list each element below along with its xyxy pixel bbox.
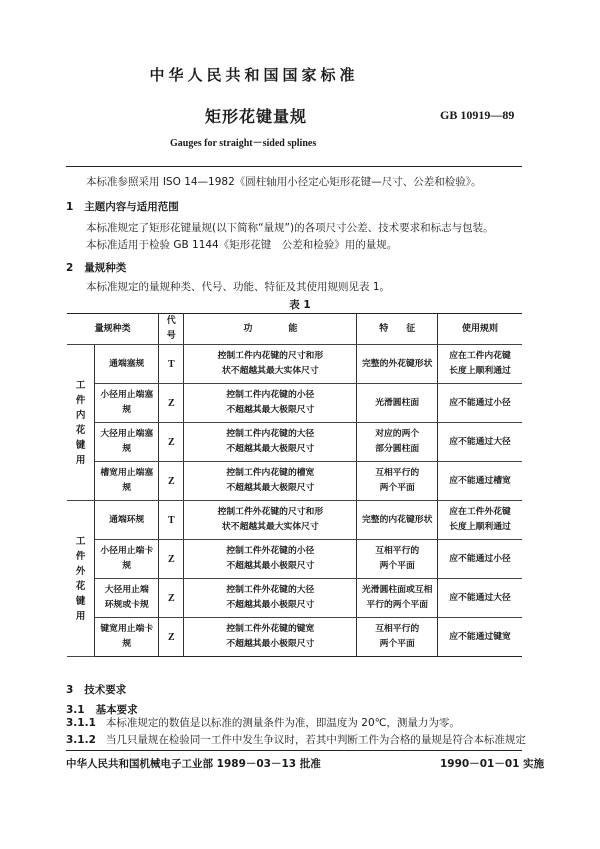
function-line: 状不超越其最大实体尺寸 [221, 366, 319, 376]
gauge-feature: 完整的外花键形状 [357, 345, 438, 384]
feature-line: 互相平行的 [375, 546, 420, 556]
gauge-usage-rule [438, 345, 522, 384]
feature-line: 互相平行的 [375, 624, 420, 634]
rule-line: 应在工件外花键 [449, 507, 511, 517]
gauge-name: 通端塞规 [95, 345, 159, 384]
gauge-feature [357, 579, 438, 618]
section-number: 2 [66, 262, 74, 274]
feature-line: 两个平面 [379, 483, 415, 493]
gauge-feature [357, 462, 438, 501]
gauge-function [184, 501, 357, 540]
gauge-function [184, 345, 357, 384]
gauge-name: 小径用止端卡规 [95, 540, 159, 579]
gauge-usage-rule: 应不能通过小径 [438, 540, 522, 579]
group-label-external [67, 501, 95, 657]
gauge-name: 大径用止端塞规 [95, 423, 159, 462]
group-label-internal [67, 345, 95, 501]
header-gauge-type: 量规种类 [67, 314, 159, 345]
table-row [67, 384, 522, 423]
function-line: 不超越其最大极限尺寸 [226, 483, 315, 493]
rule-line: 应在工件内花键 [449, 351, 511, 361]
gauge-code: T [159, 501, 184, 540]
gauge-feature [357, 540, 438, 579]
table-row [67, 423, 522, 462]
function-line: 控制工件外花键的尺寸和形 [217, 507, 324, 517]
function-line: 不超越其最小极限尺寸 [226, 639, 315, 649]
feature-line: 对应的两个 [375, 429, 420, 439]
gauge-function [184, 618, 357, 657]
table-row [67, 579, 522, 618]
function-line: 控制工件内花键的槽宽 [226, 468, 315, 478]
function-line: 不超越其最小极限尺寸 [226, 600, 315, 610]
intro-paragraph: 本标准参照采用 ISO 14—1982《圆柱轴用小径定心矩形花键—尺寸、公差和检验》。 [86, 176, 482, 188]
table-header-row [67, 314, 522, 345]
gauge-code: Z [159, 540, 184, 579]
feature-line: 光滑圆柱面或互相 [362, 585, 433, 595]
section-number: 3 [66, 684, 74, 696]
footer-divider [66, 750, 522, 751]
function-line: 控制工件内花键的小径 [226, 390, 315, 400]
function-line: 控制工件外花键的键宽 [226, 624, 315, 634]
gauge-name [95, 579, 159, 618]
clause-number: 3.1.1 [66, 717, 96, 729]
feature-line: 两个平面 [379, 639, 415, 649]
feature-line: 互相平行的 [375, 468, 420, 478]
table-row [67, 501, 522, 540]
approval-line: 中华人民共和国机械电子工业部 1989－03－13 批准 [66, 758, 321, 770]
gauge-usage-rule: 应不能通过大径 [438, 579, 522, 618]
gauge-feature [357, 423, 438, 462]
section-1-paragraph-1: 本标准规定了矩形花键量规(以下简称“量规”)的各项尺寸公差、技术要求和标志与包装。 [86, 222, 494, 234]
gauge-function [184, 423, 357, 462]
gauge-usage-rule: 应不能通过键宽 [438, 618, 522, 657]
gauge-usage-rule: 应不能通过槽宽 [438, 462, 522, 501]
section-1-heading [66, 199, 179, 214]
function-line: 不超越其最大极限尺寸 [226, 405, 315, 415]
table-caption: 表 1 [289, 299, 311, 311]
gauge-usage-rule [438, 501, 522, 540]
section-number: 1 [66, 201, 74, 213]
gauge-code: Z [159, 423, 184, 462]
subsection-3-1-heading [66, 702, 138, 717]
header-divider [66, 166, 522, 167]
header-code: 代 号 [159, 314, 184, 345]
name-line: 大径用止端 [104, 585, 149, 595]
gauge-function [184, 384, 357, 423]
function-line: 控制工件内花键的尺寸和形 [217, 351, 324, 361]
gauge-feature: 光滑圆柱面 [357, 384, 438, 423]
gauge-function [184, 540, 357, 579]
standard-org-heading [0, 64, 600, 85]
table-row [67, 540, 522, 579]
gauge-name: 槽宽用止端塞规 [95, 462, 159, 501]
subsection-title: 基本要求 [95, 704, 138, 716]
feature-line: 部分圆柱面 [375, 444, 420, 454]
english-subtitle: Gauges for straight－sided splines [170, 138, 317, 149]
rule-line: 长度上顺利通过 [449, 366, 511, 376]
subsection-number: 3.1 [66, 704, 85, 716]
function-line: 状不超越其最大实体尺寸 [221, 522, 319, 532]
function-line: 控制工件内花键的大径 [226, 429, 315, 439]
clause-3-1-1 [66, 716, 460, 730]
gauge-feature: 完整的内花键形状 [357, 501, 438, 540]
clause-3-1-2 [66, 733, 526, 747]
standard-org-text: 中华人民共和国国家标准 [149, 66, 359, 84]
gauge-usage-rule: 应不能通过小径 [438, 384, 522, 423]
group-label-text: 工件内花键用 [75, 379, 86, 466]
table-row [67, 618, 522, 657]
gauge-code: Z [159, 462, 184, 501]
gauge-types-table [67, 313, 522, 657]
table-row [67, 345, 522, 384]
section-3-heading [66, 682, 126, 697]
document-title: 矩形花键量规 [205, 107, 308, 126]
function-line: 控制工件外花键的大径 [226, 585, 315, 595]
section-2-paragraph: 本标准规定的量规种类、代号、功能、特征及其使用规则见表 1。 [86, 281, 391, 293]
gauge-code: T [159, 345, 184, 384]
clause-text: 当几只量规在检验同一工件中发生争议时，若其中判断工件为合格的量规是符合本标准规定 [105, 734, 526, 746]
section-title: 主题内容与适用范围 [84, 201, 179, 213]
gauge-name: 键宽用止端卡规 [95, 618, 159, 657]
clause-text: 本标准规定的数值是以标准的测量条件为准，即温度为 20℃，测量力为零。 [105, 717, 460, 729]
gauge-function [184, 462, 357, 501]
effective-date: 1990－01－01 实施 [440, 758, 545, 770]
table-row [67, 462, 522, 501]
section-title: 技术要求 [84, 684, 127, 696]
header-usage-rule: 使用规则 [438, 314, 522, 345]
gauge-code: Z [159, 384, 184, 423]
gauge-name: 通端环规 [95, 501, 159, 540]
section-title: 量规种类 [84, 262, 127, 274]
gauge-code: Z [159, 579, 184, 618]
gauge-usage-rule: 应不能通过大径 [438, 423, 522, 462]
rule-line: 长度上顺利通过 [449, 522, 511, 532]
group-label-text: 工件外花键用 [75, 535, 86, 622]
function-line: 不超越其最大极限尺寸 [226, 444, 315, 454]
section-1-paragraph-2: 本标准适用于检验 GB 1144《矩形花键 公差和检验》用的量规。 [86, 239, 398, 251]
gauge-function [184, 579, 357, 618]
header-function: 功 能 [184, 314, 357, 345]
gauge-name: 小径用止端塞规 [95, 384, 159, 423]
function-line: 不超越其最小极限尺寸 [226, 561, 315, 571]
clause-number: 3.1.2 [66, 734, 96, 746]
standard-code: GB 10919—89 [440, 108, 515, 122]
gauge-code: Z [159, 618, 184, 657]
feature-line: 平行的两个平面 [366, 600, 428, 610]
name-line: 环规或卡规 [104, 600, 149, 610]
section-2-heading [66, 260, 126, 275]
function-line: 控制工件外花键的小径 [226, 546, 315, 556]
gauge-feature [357, 618, 438, 657]
header-feature: 特 征 [357, 314, 438, 345]
feature-line: 两个平面 [379, 561, 415, 571]
